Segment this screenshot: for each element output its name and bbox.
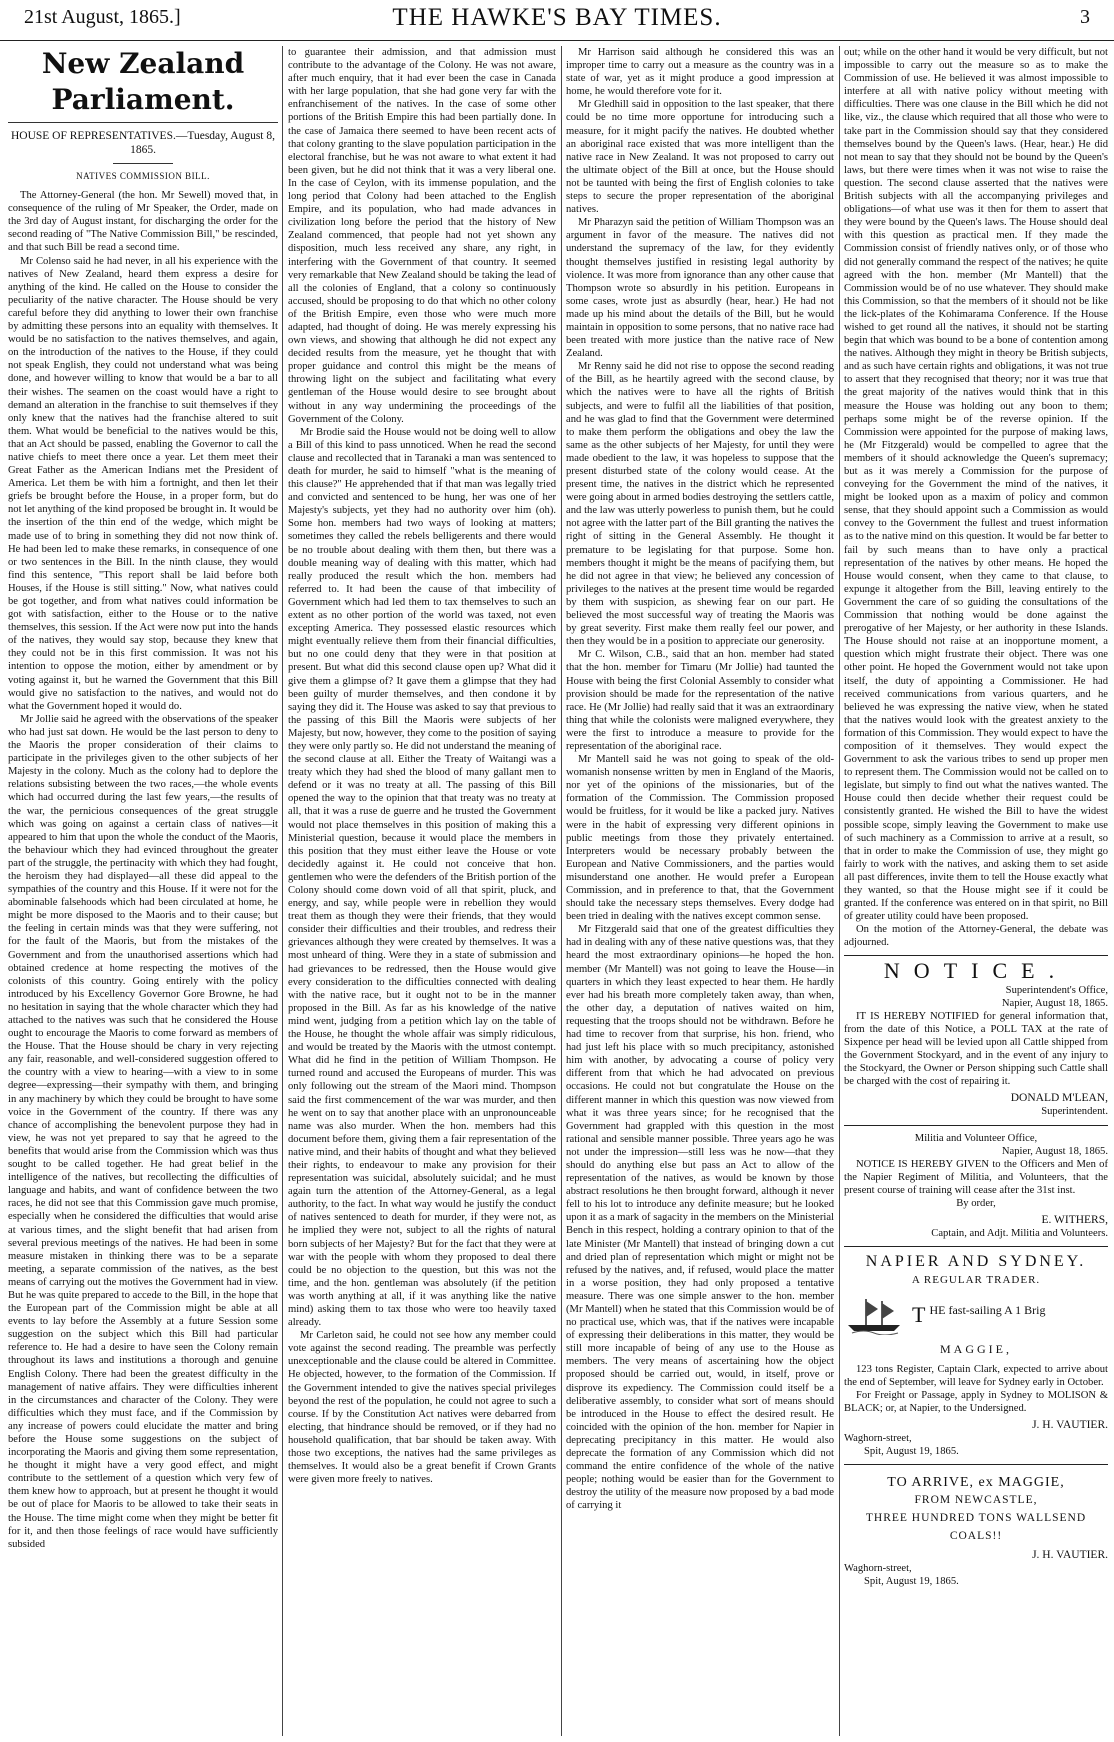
notice-role: Captain, and Adjt. Militia and Volunteers.: [931, 1228, 1108, 1240]
column-rule: [561, 46, 562, 1736]
notice-militia: [844, 1125, 1108, 1241]
notice-role: Superintendent.: [1041, 1106, 1108, 1118]
ship-intro: [912, 1304, 1045, 1326]
paragraph: Mr Jollie said he agreed with the observations of the speaker who had just sat down. He would be the last person to deny to the Maoris the proper consideration of their claims to participate in the privileges given to the other subjects of her Majesty in the colony. Much as the colony had to deplore the relations subsisting between the two races,—the whole events which had occurred during the last few years,—the results of the war, the pernicious consequences of the great struggle which was going on against a certain class of natives—it appeared to him that upon the whole the conduct of the Maoris, the behaviour which they had evinced throughout the greater part of the struggle, the pertinacity with which they had fought, the heroism they had displayed—all these did appeal to the sympathies of the country and this House. If it were not for the abominable falsehoods which had been circulated at home, he might be more disposed to the Maoris and to their cause; but the feeling in certain minds was that they were suffering, not for the fault of the Maoris, but from the mistakes of the Government and from the unauthorised assertions which had obtained credence at home respecting the motives of the colonists of this country. Going entirely with the policy introduced by his Excellency Governor Gore Browne, he had no hesitation in saying that the whole character which they had attached to the natives was such that he considered the House ought to encourage the Maoris to come forward as members of the House. That the House should be chary in very rejecting any fair, reasonable, and well-considered suggestion offered to the country with a view to hearing—with a view to in some degree—expressing—their sympathy with them, and bringing in any machinery by which they could be brought to have some voice in the Government of the country. If there was any chance of accomplishing the benevolent purpose they had in view, he was not yet prepared to say that he agreed to the benefits that would arise from the Commission which was thus sought to be called together. He had great belief in the intelligence of the natives, but recollecting the difficulties of language and habits, and want of confidence between the two races, he did not see that this Commission gave much promise, especially when he considered the difficulties that would arise at various times, and the slight benefit that had arisen from several previous meetings of the natives. He had been in some measure mistaken in thinking there was to be a separate meeting, a separate commission of the natives, as the best means of carrying out the motives the Government had in view. But he was quite prepared to accede to the Bill, in the hope that the European part of the Commission might be able at all events to lay before the Assembly at a future Session some suggestion on the subject which this Bill had particular reference to. He had a desire to have seen the Colony remain throughout its laws and institutions a thorough and genuine English Colony. There had been the greatest difficulty in the management of native affairs. They were difficulties inherent in the circumstances and character of the Colony. They were difficulties which they must face, and if the Commission by any increase of powers could elucidate the matter and bring before the House some suggestions on the subject of incorporating the Maoris and giving them some representation, he thought it might have a very good effect, and might contribute to the settlement of a question which very few of them knew how to approach, but at present he thought it would be out of place for Maoris to be allowed to take their seats in the House. The time might come when they might be better fit for it, and then those feelings of race would have sufficiently subsided: [8, 713, 278, 1550]
paragraph: Mr Fitzgerald said that one of the greatest difficulties they had in dealing with any of these native questions was, that they heard the most extraordinary opinions—he hoped the hon. member (Mr Mantell) was not going to leave the House—in quarters in which they least expected to hear them. He hardly ever had his breath more completely taken away, than when, the other day, a deputation of natives waited on him, requesting that the troops should not be withdrawn. Before he had time to recover from that surprise, his hon. friend, who had just left his place with so much precipitancy, astonished him with another, by advocating a course of policy very different from that which he had advocated on previous occasions. He could not but congratulate the House on the different manner in which this question was now viewed from what it was three years since; for he recognised that the Government had grappled with this question in the most rational and sensible manner possible. Three years ago he was not under the impression—still less was he now—that they should do anything else but pass an Act to allow of the representation of the natives, as would be known by those abstract resolutions he then brought forward, although it never fell to his lot to introduce any definite measure; but he looked upon it as a mark of sagacity in the members on the Ministerial Bench in this respect, holding a contrary opinion to that of the late Minister (Mr Mantell) that instead of bringing down a cut and dried plan of representation which might or might not be refused by the natives, and, if refused, would place the matter in a worse position, they had only proposed a tentative measure. There was one simple answer to the hon. member (Mr Mantell) when he stated that this Commission would be of no practical use, which was, that if the natives were incapable of expressing their deliberations in this matter, they would be still more incapable of being of any use to the House as members. The very means of ascertaining how the object proposed should be carried out, would, in itself, prove or disprove its expediency. The Commission could itself be a deliberative assembly, to consider what sort of means should be introduced in the House to effect the desired result. He coincided with the opinion of the hon. member for Napier in deprecating precipitancy in this matter. He would also deprecate the formation of any Commission which did not command the entire confidence of the whole of the native people; nothing would be easier than for the Government to destroy the utility of the measure now proposed by a bad mode of carrying it: [566, 924, 834, 1512]
paragraph: to guarantee their admission, and that admission must contribute to the advantage of the Colony. He was not aware, after much enquiry, that it had ever been the case in Canada with her large population, that she had gone very far with the enfranchisement of the natives. In the case of some other portions of the British Empire this had been partially done. In the case of Jamaica there seemed to have been recent acts of that colony granting to the slave population participation in the electoral franchise, but he was not aware to what extent it had been given, but he did not think that it was a very liberal one. In the case of Ceylon, with its immense population, and the long period that Colony had been attached to the English Empire, and its population, who had made advances in civilization long before the period that the history of New Zealand commenced, that people had not yet shown any disposition, much less received any share, any right, in interfering with the Government of that country. It seemed very remarkable that New Zealand should be taking the lead of all the colonies of England, that a colony so continuously accused, should be proposing to do that which no other colony of the British Empire, even those who were much more adapted, had thought of doing. He was merely expressing his own views, and showing that although he did not expect any decided results from the measure, yet he thought that with proper guidance and control this might be the means of throwing light on the subject and facilitating what every gentleman of the House would desire to see brought about without in any way undermining the proceedings of the Government of the Colony.: [288, 47, 556, 425]
notice-dateline: Napier, August 18, 1865.: [1001, 1145, 1108, 1157]
paragraph: Mr Harrison said although he considered this was an improper time to carry out a measure as the country was in a state of war, yet as it might produce a good impression at home, he would therefore vote for it.: [566, 47, 834, 98]
ship-name: MAGGIE,: [940, 1342, 1012, 1357]
column-rule: [839, 46, 840, 1736]
advert-date: Spit, August 19, 1865.: [864, 1446, 959, 1458]
column-2: [288, 46, 556, 1736]
drop-initial: T: [912, 1302, 926, 1328]
advert-freight: For Freight or Passage, apply in Sydney to MOLISON & BLACK; or, at Napier, to the Undersigned.: [844, 1389, 1108, 1414]
advert-coals: [844, 1464, 1108, 1588]
advert-napier-sydney: [844, 1246, 1108, 1458]
notice-signer: DONALD M'LEAN,: [1010, 1092, 1108, 1105]
issue-date: 21st August, 1865.]: [24, 6, 181, 28]
advert-line: TO ARRIVE, ex MAGGIE,: [887, 1475, 1065, 1491]
column-1: [8, 46, 278, 1736]
divider: [113, 163, 173, 164]
column-rule: [282, 46, 283, 1736]
page-number: 3: [1080, 6, 1090, 28]
advert-address: Waghorn-street,: [844, 1433, 912, 1444]
paragraph: On the motion of the Attorney-General, the debate was adjourned.: [844, 924, 1108, 949]
ship-advert: [844, 1295, 1108, 1335]
bill-heading: NATIVES COMMISSION BILL.: [76, 171, 210, 181]
column-4: [844, 46, 1108, 1736]
advert-signer: J. H. VAUTIER.: [1032, 1548, 1108, 1561]
ship-intro-text: HE fast-sailing A 1 Brig: [929, 1303, 1046, 1318]
advert-address: Waghorn-street,: [844, 1562, 912, 1574]
notice-body: NOTICE IS HEREBY GIVEN to the Officers and Men of the Napier Regiment of Militia, and Volunteers, that the present course of training will cease after the 31st inst.: [844, 1158, 1108, 1196]
paragraph: Mr Pharazyn said the petition of William Thompson was an argument in favor of the measure. The natives did not understand the supremacy of the law, for they evidently thought themselves justified in resisting legal authority by violence. It was more from ignorance than any other cause that Thompson wrote so absurdly in his petition. Europeans in some cases, wrote just as absurdly (hear, hear.) He had not made up his mind about the details of the Bill, but he would maintain in opposition to some persons, that no native race had been treated with more justice than the native race of New Zealand.: [566, 217, 834, 360]
advert-line: THREE HUNDRED TONS WALLSEND: [865, 1512, 1087, 1525]
paragraph: Mr Gledhill said in opposition to the last speaker, that there could be no time more opportune for introducing such a measure, for it might pacify the natives. He doubted whether an aboriginal race existed that was more intelligent than the native race in New Zealand. It was not proposed to carry out the ultimate object of the Bill at once, but the House should not be taunted with being the first of English colonies to take steps to secure the proper representation of the aboriginal natives.: [566, 99, 834, 216]
advert-date: Spit, August 19, 1865.: [864, 1575, 959, 1587]
advert-signer: J. H. VAUTIER.: [1032, 1418, 1108, 1431]
paragraph: out; while on the other hand it would be very difficult, but not impossible to carry out the measure so as to make the Commission of use. He believed it was almost impossible to interfere at all with native policy without meeting with difficulties. There was one clause in the Bill which he did not like, viz., the clause which required that all those who were to take part in the Commission should say that they considered themselves bound by the Queen's laws. (Hear, hear.) He did not mean to say that they should not be bound by the Queen's laws, but there were times when it was not wise to raise the question. The second clause asserted that the natives were British subjects with all the accompanying privileges and obligations—of what use was it then for them to assert that they were bound by the Queen's laws. The House should deal with this question as practical men. If they made the Commission consist of friendly natives only, or of those who did not generally command the respect of the natives; he quite agreed with the hon. member (Mr Mantell) that the Commission would be of no use whatever. They should make this Commission, so that the members of it should not be like the lick-plates of the Kohimarama Conference. If the House wished to get round all the natives, it should not be starting begin that which was bound to be a bone of contention among the natives. Although they might in theory be British subjects, and as such have certain rights and obligations, it was not true to assert that they recognised that theory; nor it was true that the great majority of the natives would think that in this measure the House was holding out any boon to them; perhaps some might be of the reverse opinion. If the Commission were appointed for the purpose of making laws, he (Mr Fitzgerald) would be compelled to agree that the members of it should acknowledge the Queen's supremacy; but as it was merely a Commission for the purpose of conveying for the Government the mind of the natives, it might be looked upon as a maxim of policy and common sense, that they should appoint such a Commission as would convey to the Government the fullest and truest information as to the native mind on this question. It would be far better to fail by such means than to have only a practical representation of the natives by other means. He hoped the House would consent, when they came to that clause, to expunge it altogether from the Bill, leaving entirely to the Government the care of so guiding the consultations of the Commission that nothing would be done against the prerogative of her Majesty, or her authority in these Islands. The House should not raise at an inopportune moment, a question which might frustrate their object. There was one other point. He hoped the Government would not take upon itself, the duty of appointing a Commissioner. He had received communications from various quarters, and he believed he was expressing the native view, when he stated that the natives would look with the greatest anxiety to the formation of this Commission. They would expect to have the composition of it themselves. They would expect the Government to ask the various tribes to send up proper men to represent them. The Commission would not be called on to legislate, but simply to find out what the natives wanted. The House could then decide whether their request could be consistently granted. He wished the Bill to have the widest possible scope, simply leaving the Government to make use of such machinery as a Commission to arrive at a result, so that in order to make the Commission of use, they might go fairly to work with the natives, and asking them to set aside all past differences, invite them to tell the House exactly what they wanted, so that the House might see if it could be granted. If the conference was entered on in that spirit, no Bill of greater utility could have been proposed.: [844, 47, 1108, 923]
notice-signer: E. WITHERS,: [1041, 1214, 1108, 1227]
advert-subheading: A REGULAR TRADER.: [911, 1274, 1041, 1287]
advert-line: COALS!!: [949, 1530, 1003, 1543]
newspaper-title: THE HAWKE'S BAY TIMES.: [392, 4, 722, 31]
paragraph: Mr Brodie said the House would not be doing well to allow a Bill of this kind to pass unnoticed. When he read the second clause and recollected that in Taranaki a man was sentenced to death for murder, he said to himself "what is the meaning of this clause?" He apprehended that if that man was legally tried and convicted and sentenced to be hung, her was one of her Majesty's subjects, yet they had no authority over him (oh). Some hon. members had two ways of looking at matters; sometimes they called the rebels belligerents and there would be no trouble about dealing with them then, but there was a double meaning way of dealing with this matter, which had really produced the result which the hon. members had referred to. It had been the cause of that imbecility of Government which had led them to tax themselves to such an extent as no other portion of the world was taxed, not even excepting America. They possessed elastic resources which might eventually relieve them from their financial difficulties, but no one could deny that they were in that position at present. But what did this second clause open up? What did it give them a glimpse of? It gave them a glimpse that they had been guilty of murder themselves, and then condone it by saying they did it. The House was asked to say that previous to the passing of this Bill the Maoris were subjects of her Majesty, but now, however, they come to the position of saying they were only partly so. He did not understand the meaning of the second clause at all. Either the Treaty of Waitangi was a treaty which they had shed the blood of many gallant men to defend or it was no treaty at all. The passing of this Bill opened the way to the opinion that that treaty was no treaty at all, that it was a ruse de guerre and he trusted the Government would not place themselves in this position of making this a Ministerial question, because it would place the members in this position that they must either leave the House or vote decidedly against it. He could not conceive that hon. gentlemen who were the defenders of the British portion of the Colony should come down void of all that spirit, pluck, and energy, and say, while people were in rebellion they would treat them as though they were their friends, that they would consider their difficulties and their troubles, and redress their grievances although they were created by themselves. It was a most unheard of thing. Were they in a state of submission and had grievances to be redressed, then the House would give every consideration to the difficulties connected with dealing with the native race, but it ought not to be in the manner proposed in the Bill. As far as his knowledge of the native mind went, judging from a petition which lay on the table of the House, he thought the whole affair was simply ridiculous, and would be treated by the Maoris with the utmost contempt. What did he find in the petition of William Thompson. He turned round and accused the Europeans of murder. This was only following out the stream of the Maori mind. Thompson said the first commencement of the war was murder, and then he went on to say that another place with an unpronounceable name was also murder. When the hon. members had this document before them, giving them a fair representation of the native mind, and their habits of thought and what they believed their rights, to endeavour to make any provision for their representation was suicidal, absolutely suicidal; and he must again turn the attention of the Attorney-General, as a legal authority, to the fact. In what way would he justify the conduct of natives sentenced to death for murder, if they were not, as he implied they were not, subject to all the rights of natural born subjects of her Majesty? But for the fact that they were at war with the people with whom they proposed to deal there could be no objection to the question, but this was not the time, and the hon. gentleman was absolutely (if the petition was worth anything at all, if it was anything like the native mind) asking them to tax those who were too heavily taxed already.: [288, 426, 556, 1329]
masthead: [0, 0, 1114, 41]
notice-office: Superintendent's Office,: [1005, 984, 1108, 996]
paragraph: The Attorney-General (the hon. Mr Sewell) moved that, in consequence of the ruling of Mr Speaker, the Order, made on the 3rd day of August instant, for discharging the order for the second reading of "The Native Commission Bill," be rescinded, and that such Bill be read a second time.: [8, 190, 278, 254]
notice-poll-tax: [844, 955, 1108, 1118]
notice-body: IT IS HEREBY NOTIFIED for general information that, from the date of this Notice, a POLL TAX at the rate of Sixpence per head will be levied upon all Cattle shipped from the Government Stockyard, and in the event of any injury to the Stockyard, the Owner or Person shipping such Cattle shall be charged with the cost of repairing it.: [844, 1010, 1108, 1088]
column-3: [566, 46, 834, 1736]
section-banner: New Zealand Parliament.: [8, 46, 278, 123]
advert-heading: NAPIER AND SYDNEY.: [865, 1253, 1087, 1271]
paragraph: Mr Colenso said he had never, in all his experience with the natives of New Zealand, heard them express a desire for anything of the kind. He called on the House to consider the peculiarity of the native character. The House should be very careful before they did anything to lower their own franchise by admitting these persons into an equality with themselves. It would be no satisfaction to the natives themselves, and again, on the introduction of the natives to the House, if they could not speak English, they could not understand what was being done, and however willing to know that would be a bar to all their wishes. The seamen on the coast would have a right to demand an alteration in the franchise to suit themselves if they only knew that the natives had the franchise altered to suit them. What would be beneficial to the natives would be this, that an Act should be passed, enabling the Governor to call the native chiefs to meet there once a year. Let them meet their Great Father as the American Indians met the President of America. Let them be with him a fortnight, and then let their griefs be brought before the House, in a proper form, but do not let anything of the kind proposed be brought in. It would be the insertion of the thin end of the wedge, which might be made use of to bring in something they did not now think of. He had been led to make these remarks, in consequence of one or two sentences in the Bill. In the ninth clause, they would find this sentence, "This report shall be laid before both Houses, if the House is still sitting." Now, what natives could be got together, and from what natives could information be got with satisfaction, either to the House or to the native themselves, this session. If the Act were now put into the hands of the natives, they would say stop, because they knew that they could not be in this first commission. It was not his intention to oppose the motion, either by amendment or by voting against it, but he warned the Government that this Bill would give no satisfaction to the natives, and would not do what the Government hoped it would do.: [8, 255, 278, 712]
notice-office: Militia and Volunteer Office,: [914, 1132, 1038, 1144]
advert-body: 123 tons Register, Captain Clark, expected to arrive about the end of September, will leave for Sydney early in October.: [844, 1363, 1108, 1388]
notice-heading: NOTICE.: [883, 958, 1069, 984]
notice-by: By order,: [956, 1197, 996, 1209]
ship-icon: [844, 1295, 904, 1335]
paragraph: Mr C. Wilson, C.B., said that an hon. member had stated that the hon. member for Timaru (Mr Jollie) had taunted the House with being the first Colonial Assembly to consider what provision should be made for the representation of the native race. He (Mr Jollie) had really said that it was an extraordinary thing that while the colonists were maligned everywhere, they were the first to introduce a measure to provide for the representation of the aboriginal race.: [566, 649, 834, 752]
paragraph: Mr Renny said he did not rise to oppose the second reading of the Bill, as he heartily agreed with the second clause, by which the natives were to have all the rights of British subjects, and were to fulfil all the liabilities of that position, and he was glad to find that the Government were determined to make them perform the obligations and obey the law the same as the other subjects of her Majesty, for until they were made obedient to the law, it was hopeless to suppose that the present disturbed state of the colony would cease. At the present time, the natives in the district which he represented were going about in armed bodies destroying the settlers cattle, and the law was utterly powerless to punish them, but he could not agree with the latter part of the Bill granting the natives the right of sitting in the General Assembly. He thought it premature to be legislating for that purpose. Some hon. members thought it might be the means of pacifying them, but he did not agree in that view; he believed any concession of privileges to the natives at the present time would be regarded by them with suspicion, as shewing fear on our part. He believed the most successful way of treating the Maoris was by great severity. First make them really feel our power, and then they would be in a position to appreciate our generosity.: [566, 361, 834, 648]
house-heading: HOUSE OF REPRESENTATIVES.—Tuesday, August 8, 1865.: [10, 130, 276, 156]
paragraph: Mr Mantell said he was not going to speak of the old-womanish nonsense written by men in England of the Maoris, nor yet of the opinions of the missionaries, but of the formation of the Commission. The Commission proposed would be fruitless, for it would be like a packed jury. Natives were in the habit of expressing very different opinions in public meetings from those they privately entertained. Interpreters would be necessary probably between the European and Native Commissioners, and the parties would misunderstand one another. He would prefer a European Commission, and in preference to that, that the Government should take the necessary steps themselves. Every dodge had been tried in dealing with the natives except common sense.: [566, 754, 834, 923]
advert-line: FROM NEWCASTLE,: [914, 1494, 1038, 1507]
notice-dateline: Napier, August 18, 1865.: [1001, 997, 1108, 1009]
paragraph: Mr Carleton said, he could not see how any member could vote against the second reading. The preamble was perfectly unexceptionable and the clause could be altered in Committee. He objected, however, to the formation of the Commission. If the Government intended to give the natives special privileges beyond the rest of the population, he could not agree to such a course. If by the Constitution Act natives were debarred from electing, that hindrance should be removed, or if they had no household qualification, that bar should be taken away. With those two exceptions, the natives had the same privileges as themselves. It would also be a great benefit if Crown Grants were given more freely to natives.: [288, 1330, 556, 1486]
